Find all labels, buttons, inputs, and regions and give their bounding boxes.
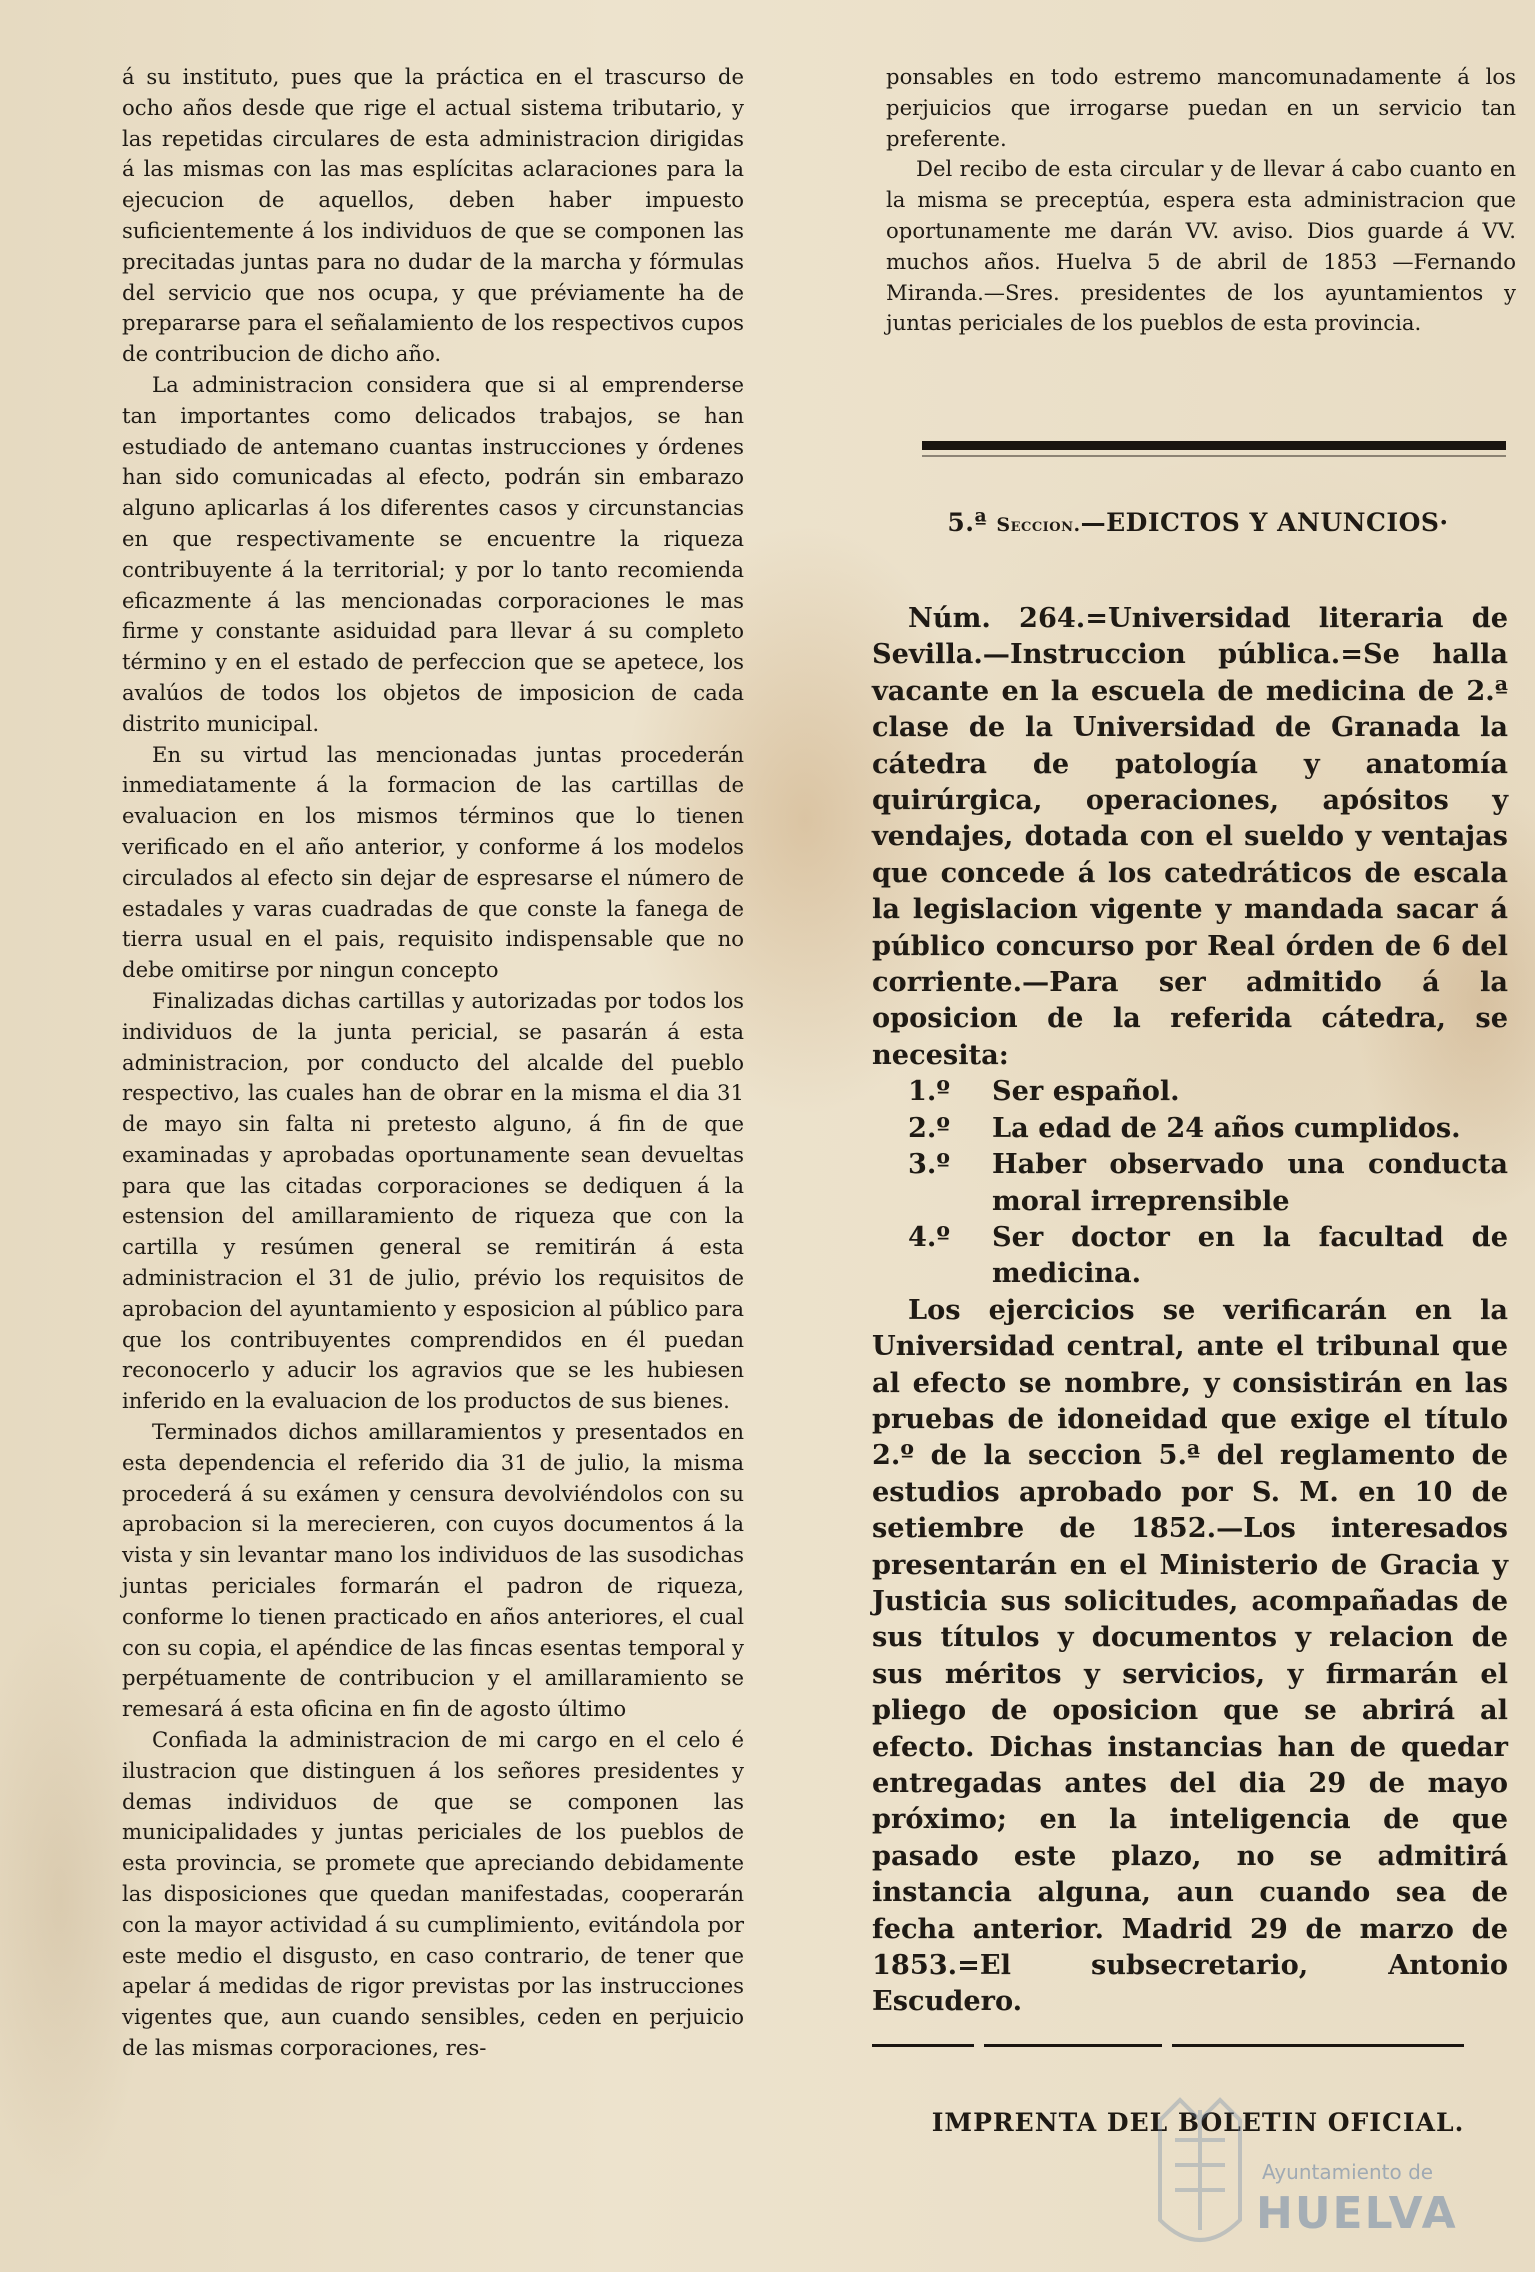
notice-intro: Núm. 264.=Universidad literaria de Sevilla.—Instruccion pública.=Se halla vacante en la escuela de medicina de 2.ª clase de la Universidad de Granada la cátedra de patología y anatomía quirúrgica, operaciones, apósitos y vendajes, dotada con el sueldo y ventajas que concede á los catedráticos de escala la legislacion vigente y mandada sacar á público concurso por Real órden de 6 del corriente.—Para ser admitido á la oposicion de la referida cátedra, se necesita: bbox=[872, 602, 1508, 1071]
section-number: 5.ª bbox=[947, 508, 988, 537]
watermark-line-1: Ayuntamiento de bbox=[1262, 2160, 1434, 2184]
left-paragraph-6: Confiada la administracion de mi cargo en el celo é ilustracion que distinguen á los señores presidentes y demas individuos de que se componen las municipalidades y juntas periciales de los pueblos de esta provincia, se promete que apreciando debidamente las disposiciones que quedan manifestadas, cooperarán con la mayor actividad á su cumplimiento, evitándola por este medio el disgusto, en caso contrario, de tener que apelar á medidas de rigor previstas por las instrucciones vigentes que, aun cuando sensibles, ceden en perjuicio de las mismas corporaciones, res- bbox=[122, 1727, 744, 2060]
requirement-text: La edad de 24 años cumplidos. bbox=[992, 1111, 1461, 1144]
requirement-item bbox=[872, 1073, 1508, 1109]
section-heading bbox=[880, 508, 1516, 537]
university-notice bbox=[872, 600, 1508, 2020]
left-paragraph-3: En su virtud las mencionadas juntas procederán inmediatamente á la formacion de las cartillas de evaluacion en los mismos términos que lo tienen verificado en el año anterior, y conforme á los modelos circulados al efecto sin dejar de espresarse el número de estadales y varas cuadradas de que conste la fanega de tierra usual en el pais, requisito indispensable que no debe omitirse por ningun concepto bbox=[122, 741, 744, 983]
closing-divider-1 bbox=[872, 2044, 974, 2047]
requirement-text: Haber observado una conducta moral irreprensible bbox=[992, 1148, 1508, 1217]
requirement-text: Ser doctor en la facultad de medicina. bbox=[992, 1220, 1508, 1290]
requirement-number: 4.º bbox=[908, 1220, 950, 1253]
section-label: Seccion. bbox=[996, 514, 1081, 536]
right-column-top bbox=[886, 62, 1516, 339]
closing-divider-3 bbox=[1172, 2044, 1464, 2047]
section-rule-thick bbox=[922, 441, 1506, 450]
left-paragraph-4: Finalizadas dichas cartillas y autorizadas por todos los individuos de la junta pericial, se pasarán á esta administracion, por conducto del alcalde del pueblo respectivo, las cuales han de obrar en la misma el dia 31 de mayo sin falta ni pretesto alguno, á fin de que examinadas y aprobadas oportunamente sean devueltas para que las citadas corporaciones se dediquen á la estension del amillaramiento de riqueza que con la cartilla y resúmen general se remitirán á esta administracion el 31 de julio, prévio los requisitos de aprobacion del ayuntamiento y esposicion al público para que los contribuyentes comprendidos en él puedan reconocerlo y aducir los agravios que se les hubiesen inferido en la evaluacion de los productos de sus bienes. bbox=[122, 987, 744, 1414]
section-rule-thin bbox=[922, 455, 1506, 457]
left-column bbox=[122, 62, 744, 2064]
left-paragraph-1: á su instituto, pues que la práctica en el trascurso de ocho años desde que rige el actual sistema tributario, y las repetidas circulares de esta administracion dirigidas á las mismas con las mas esplícitas aclaraciones para la ejecucion de aquellos, deben haber impuesto suficientemente á los individuos de que se componen las precitadas juntas para no dudar de la marcha y fórmulas del servicio que nos ocupa, y que préviamente ha de prepararse para el señalamiento de los respectivos cupos de contribucion de dicho año. bbox=[122, 64, 744, 367]
section-title: —EDICTOS Y ANUNCIOS· bbox=[1080, 508, 1449, 537]
circular-continuation: ponsables en todo estremo mancomunadamente á los perjuicios que irrogarse puedan en un servicio tan preferente. bbox=[886, 64, 1516, 151]
circular-closing: Del recibo de esta circular y de llevar á cabo cuanto en la misma se preceptúa, espera esta administracion que oportunamente me darán VV. aviso. Dios guarde á VV. muchos años. Huelva 5 de abril de 1853 —Fernando Miranda.—Sres. presidentes de los ayuntamientos y juntas periciales de los pueblos de esta provincia. bbox=[886, 156, 1516, 336]
requirement-number: 3.º bbox=[908, 1148, 950, 1181]
requirement-item bbox=[872, 1146, 1508, 1219]
left-paragraph-2: La administracion considera que si al emprenderse tan importantes como delicados trabajos, se han estudiado de antemano cuantas instrucciones y órdenes han sido comunicadas al efecto, podrán sin embarazo alguno aplicarlas á los diferentes casos y circunstancias en que respectivamente se encuentre la riqueza contribuyente á la territorial; y por lo tanto recomienda eficazmente á las mencionadas corporaciones le mas firme y constante asiduidad para llevar á su completo término y en el estado de perfeccion que se apetece, los avalúos de todos los objetos de imposicion de cada distrito municipal. bbox=[122, 371, 744, 736]
left-paragraph-5: Terminados dichos amillaramientos y presentados en esta dependencia el referido dia 31 de julio, la misma procederá á su exámen y censura devolviéndolos con su aprobacion si la merecieren, con cuyos documentos á la vista y sin levantar mano los individuos de las susodichas juntas periciales formarán el padron de riqueza, conforme lo tienen practicado en años anteriores, el cual con su copia, el apéndice de las fincas esentas temporal y perpétuamente de contribucion y el amillaramiento se remesará á esta oficina en fin de agosto último bbox=[122, 1419, 744, 1722]
printer-imprint: IMPRENTA DEL BOLETIN OFICIAL. bbox=[931, 2108, 1465, 2137]
closing-divider-2 bbox=[984, 2044, 1162, 2047]
notice-body: Los ejercicios se verificarán en la Universidad central, ante el tribunal que al efecto se nombre, y consistirán en las pruebas de idoneidad que exige el título 2.º de la seccion 5.ª del reglamento de estudios aprobado por S. M. en 10 de setiembre de 1852.—Los interesados presentarán en el Ministerio de Gracia y Justicia sus solicitudes, acompañadas de sus títulos y documentos y relacion de sus méritos y servicios, y firmarán el pliego de oposicion que se abrirá al efecto. Dichas instancias han de quedar entregadas antes del dia 29 de mayo próximo; en la inteligencia de que pasado este plazo, no se admitirá instancia alguna, aun cuando sea de fecha anterior. Madrid 29 de marzo de 1853.=El subsecretario, Antonio Escudero. bbox=[872, 1293, 1508, 2018]
requirement-number: 2.º bbox=[908, 1111, 950, 1144]
requirement-item bbox=[872, 1219, 1508, 1292]
requirement-number: 1.º bbox=[908, 1075, 950, 1108]
requirement-text: Ser español. bbox=[992, 1075, 1180, 1108]
requirement-item bbox=[872, 1110, 1508, 1146]
watermark-line-2: HUELVA bbox=[1256, 2188, 1458, 2239]
